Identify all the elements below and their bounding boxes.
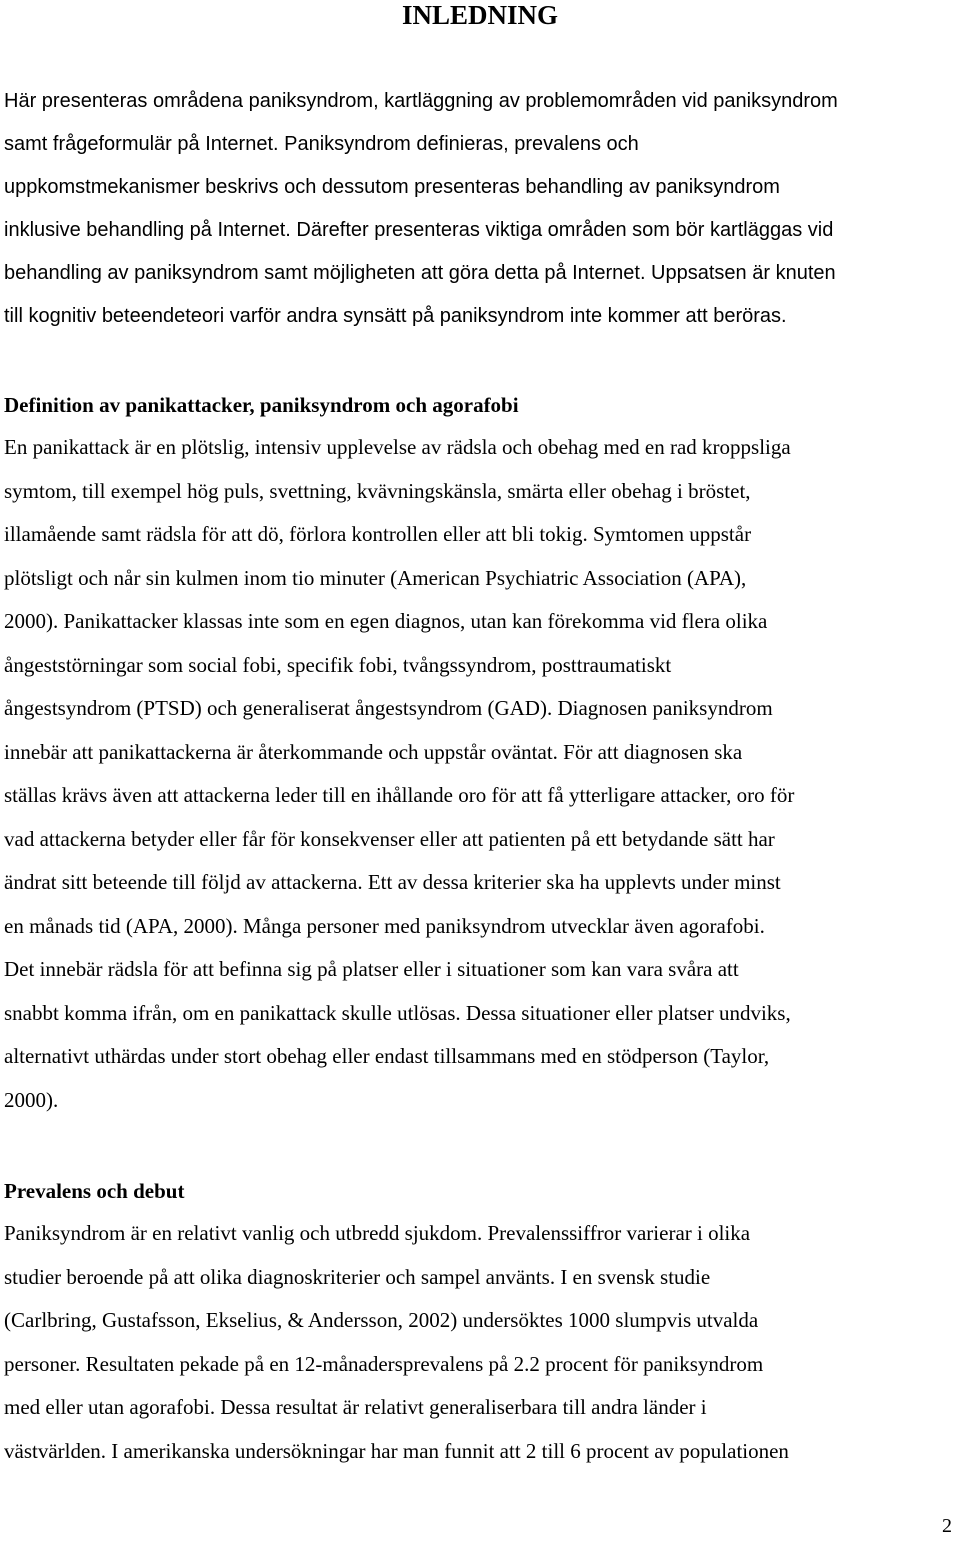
text-line: västvärlden. I amerikanska undersökningar har man funnit att 2 till 6 procent av populationen: [4, 1438, 789, 1463]
text-line: alternativt uthärdas under stort obehag eller endast tillsammans med en stödperson (Taylor,: [4, 1044, 770, 1068]
definition-paragraph: [4, 426, 956, 1122]
text-line: inklusive behandling på Internet. Därefter presenteras viktiga områden som bör kartläggas vid: [4, 219, 834, 241]
text-line: samt frågeformulär på Internet. Paniksyndrom definieras, prevalens och: [4, 133, 639, 155]
text-line: ångestsyndrom (PTSD) och generaliserat ångestsyndrom (GAD). Diagnosen paniksyndrom: [4, 696, 773, 720]
text-line: Här presenteras områdena paniksyndrom, kartläggning av problemområden vid paniksyndrom: [4, 90, 838, 112]
text-line: ångeststörningar som social fobi, specifik fobi, tvångssyndrom, posttraumatiskt: [4, 652, 672, 677]
text-line: 2000). Panikattacker klassas inte som en egen diagnos, utan kan förekomma vid flera olika: [4, 609, 768, 633]
text-line: illamående samt rädsla för att dö, förlora kontrollen eller att bli tokig. Symtomen uppstår: [4, 522, 752, 546]
text-line: innebär att panikattackerna är återkommande och uppstår oväntat. För att diagnosen ska: [4, 739, 743, 764]
intro-paragraph: [4, 80, 956, 338]
text-line: Paniksyndrom är en relativt vanlig och utbredd sjukdom. Prevalenssiffror varierar i olika: [4, 1221, 751, 1245]
text-line: 2000).: [4, 1087, 59, 1112]
text-line: personer. Resultaten pekade på en 12-månadersprevalens på 2.2 procent för paniksyndrom: [4, 1351, 764, 1376]
text-line: Det innebär rädsla för att befinna sig på platser eller i situationer som kan vara svåra att: [4, 957, 739, 981]
text-line: snabbt komma ifrån, om en panikattack skulle utlösas. Dessa situationer eller platser undviks,: [4, 1000, 791, 1025]
text-line: studier beroende på att olika diagnoskriterier och sampel använts. I en svensk studie: [4, 1264, 711, 1289]
text-line: ändrat sitt beteende till följd av attackerna. Ett av dessa kriterier ska ha upplevts under minst: [4, 870, 781, 894]
text-line: uppkomstmekanismer beskrivs och dessutom presenteras behandling av paniksyndrom: [4, 176, 780, 198]
page-number: 2: [942, 1515, 952, 1537]
text-line: vad attackerna betyder eller får för konsekvenser eller att patienten på ett betydande sätt har: [4, 826, 775, 851]
text-line: behandling av paniksyndrom samt möjligheten att göra detta på Internet. Uppsatsen är knuten: [4, 262, 836, 284]
text-line: ställas krävs även att attackerna leder till en ihållande oro för att få ytterligare attacker, oro för: [4, 783, 795, 807]
section-heading-prevalence: Prevalens och debut: [4, 1179, 185, 1203]
text-line: (Carlbring, Gustafsson, Ekselius, & Andersson, 2002) undersöktes 1000 slumpvis utvalda: [4, 1308, 759, 1332]
text-line: En panikattack är en plötslig, intensiv upplevelse av rädsla och obehag med en rad kroppsliga: [4, 435, 791, 459]
page-title: INLEDNING: [401, 0, 559, 30]
prevalence-paragraph: [4, 1212, 956, 1473]
text-line: symtom, till exempel hög puls, svettning, kvävningskänsla, smärta eller obehag i bröstet,: [4, 478, 751, 503]
text-line: plötsligt och når sin kulmen inom tio minuter (American Psychiatric Association (APA),: [4, 565, 747, 590]
section-heading-definition: Definition av panikattacker, paniksyndrom och agorafobi: [4, 393, 519, 417]
text-line: en månads tid (APA, 2000). Många personer med paniksyndrom utvecklar även agorafobi.: [4, 913, 765, 938]
text-line: till kognitiv beteendeteori varför andra synsätt på paniksyndrom inte kommer att beröras.: [4, 305, 787, 327]
text-line: med eller utan agorafobi. Dessa resultat är relativt generaliserbara till andra länder i: [4, 1395, 707, 1419]
